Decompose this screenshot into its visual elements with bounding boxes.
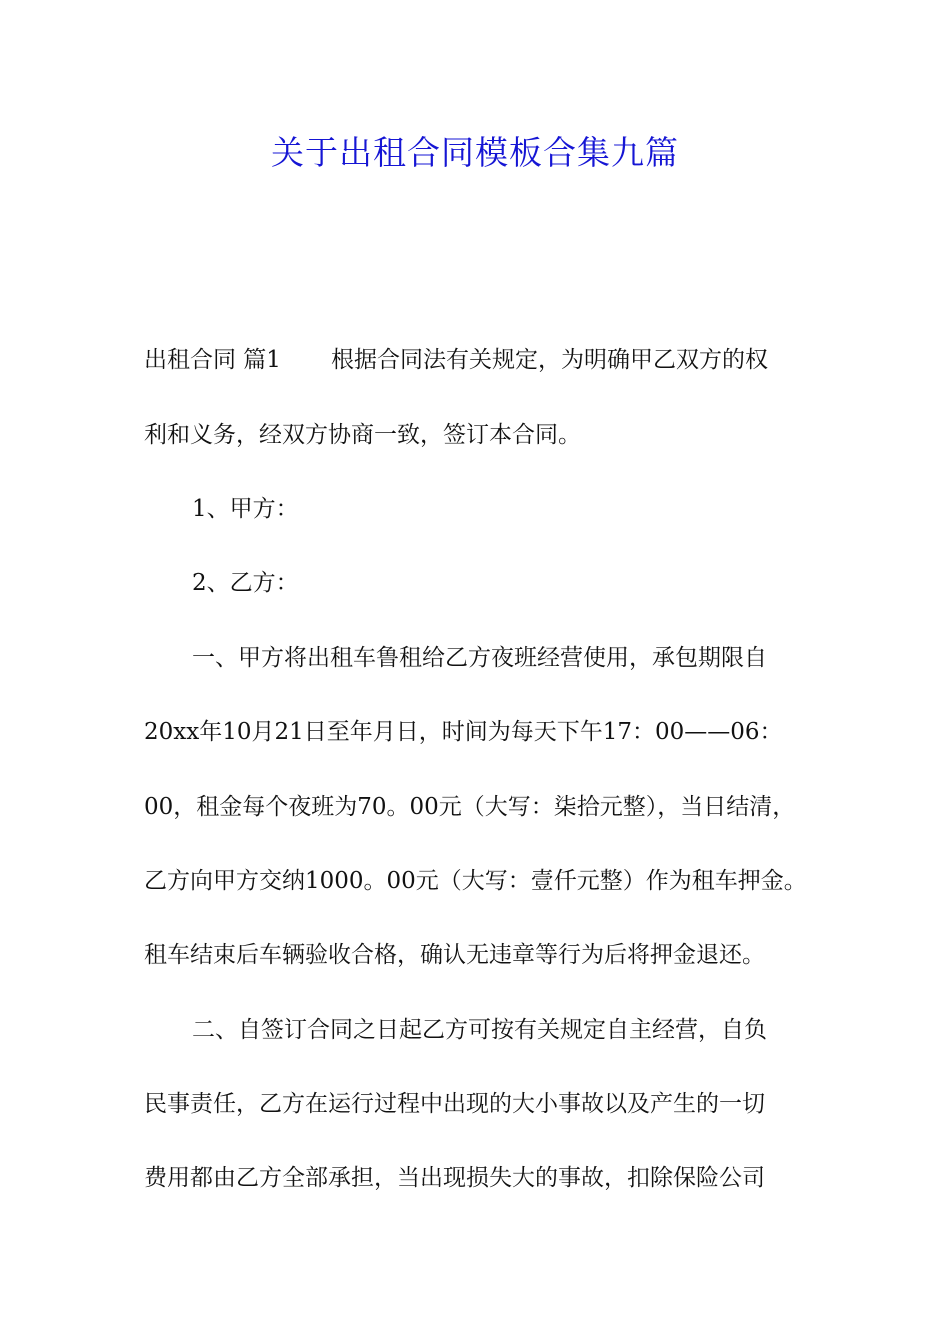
clause-two-line: 二、自签订合同之日起乙方可按有关规定自主经营，自负 <box>192 1017 767 1043</box>
party-a-line: 1、甲方： <box>192 496 299 522</box>
paragraph-line: 租车结束后车辆验收合格，确认无违章等行为后将押金退还。 <box>144 942 765 968</box>
section-heading: 出租合同 篇1 <box>144 347 281 373</box>
paragraph-line: 利和义务，经双方协商一致，签订本合同。 <box>144 422 581 448</box>
party-b-line: 2、乙方： <box>192 570 299 596</box>
document-title: 关于出租合同模板合集九篇 <box>271 133 679 172</box>
paragraph-line: 00，租金每个夜班为70。00元（大写：柒拾元整），当日结清， <box>144 794 796 820</box>
paragraph-line: 乙方向甲方交纳1000。00元（大写：壹仟元整）作为租车押金。 <box>144 868 807 894</box>
paragraph-text: 根据合同法有关规定，为明确甲乙双方的权 <box>330 347 768 373</box>
paragraph-line: 费用都由乙方全部承担，当出现损失大的事故，扣除保险公司 <box>144 1165 765 1191</box>
paragraph-line <box>144 340 844 380</box>
clause-one-line: 一、甲方将出租车鲁租给乙方夜班经营使用，承包期限自 <box>192 645 767 671</box>
paragraph-line: 民事责任，乙方在运行过程中出现的大小事故以及产生的一切 <box>144 1091 765 1117</box>
paragraph-line: 20xx年10月21日至年月日，时间为每天下午17：00——06： <box>144 719 783 745</box>
